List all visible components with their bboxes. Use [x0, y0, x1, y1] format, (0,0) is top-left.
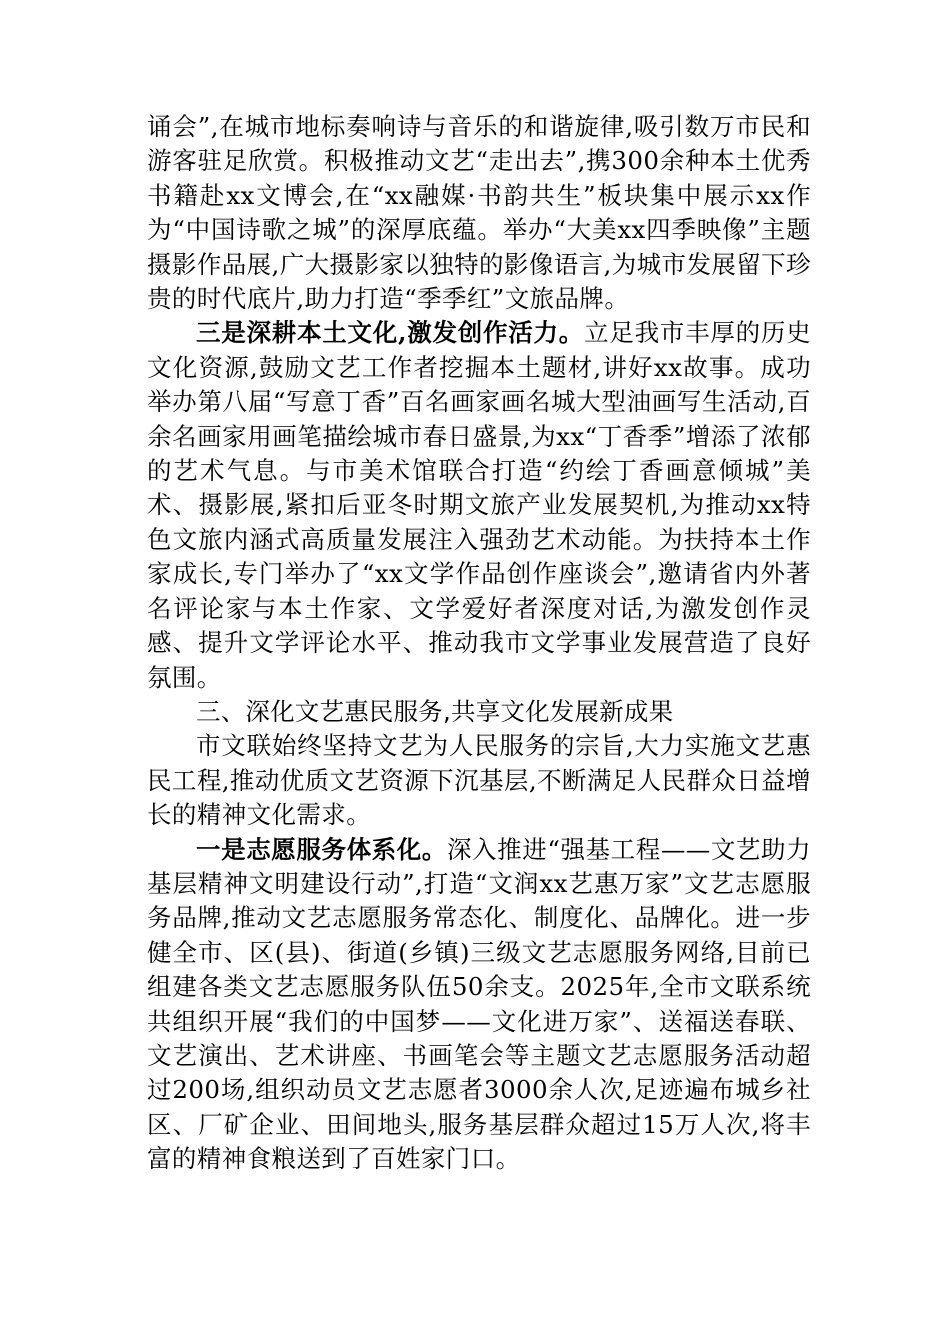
document-page: [147, 110, 811, 1177]
paragraph-lead-volunteer-service: 一是志愿服务体系化。: [196, 834, 447, 864]
section-heading-3: 三、深化文艺惠民服务,共享文化发展新成果: [196, 696, 674, 726]
paragraph-continuation: 诵会”,在城市地标奏响诗与音乐的和谐旋律,吸引数万市民和游客驻足欣赏。积极推动文艺“走出去”,携300余种本土优秀书籍赴xx文博会,在“xx融媒·书韵共生”板块集中展示xx作为“中国诗歌之城”的深厚底蕴。举办“大美xx四季映像”主题摄影作品展,广大摄影家以独特的影像语言,为城市发展留下珍贵的时代底片,助力打造“季季红”文旅品牌。: [147, 112, 811, 314]
paragraph-section-intro: 市文联始终坚持文艺为人民服务的宗旨,大力实施文艺惠民工程,推动优质文艺资源下沉基层,不断满足人民群众日益增长的精神文化需求。: [147, 731, 811, 830]
paragraph-body-local-culture: 立足我市丰厚的历史文化资源,鼓励文艺工作者挖掘本土题材,讲好xx故事。成功举办第八届“写意丁香”百名画家画名城大型油画写生活动,百余名画家用画笔描绘城市春日盛景,为xx“丁香季”增添了浓郁的艺术气息。与市美术馆联合打造“约绘丁香画意倾城”美术、摄影展,紧扣后亚冬时期文旅产业发展契机,为推动xx特色文旅内涵式高质量发展注入强劲艺术动能。为扶持本土作家成长,专门举办了“xx文学作品创作座谈会”,邀请省内外著名评论家与本土作家、文学爱好者深度对话,为激发创作灵感、提升文学评论水平、推动我市文学事业发展营造了良好氛围。: [147, 318, 811, 692]
paragraph-body-volunteer-service: 深入推进“强基工程——文艺助力基层精神文明建设行动”,打造“文润xx艺惠万家”文艺志愿服务品牌,推动文艺志愿服务常态化、制度化、品牌化。进一步健全市、区(县)、街道(乡镇)三级文艺志愿服务网络,目前已组建各类文艺志愿服务队伍50余支。2025年,全市文联系统共组织开展“我们的中国梦——文化进万家”、送福送春联、文艺演出、艺术讲座、书画笔会等主题文艺志愿服务活动超过200场,组织动员文艺志愿者3000余人次,足迹遍布城乡社区、厂矿企业、田间地头,服务基层群众超过15万人次,将丰富的精神食粮送到了百姓家门口。: [147, 834, 812, 1174]
paragraph-local-culture: [147, 316, 811, 694]
paragraph-volunteer-service: [147, 833, 811, 1177]
paragraph-lead-local-culture: 三是深耕本土文化,激发创作活力。: [196, 318, 585, 348]
